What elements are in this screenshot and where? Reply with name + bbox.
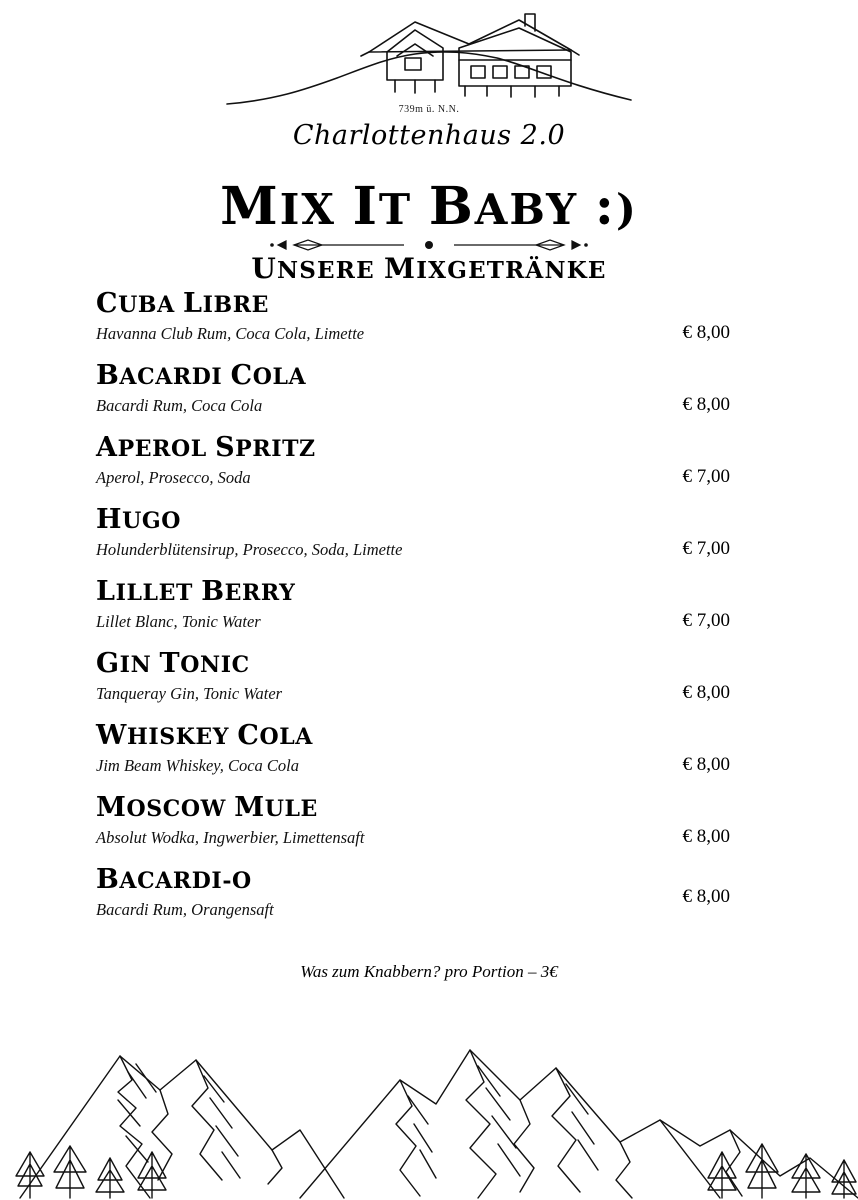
house-name: Charlottenhaus 2.0: [292, 120, 566, 151]
menu-item-name: BACARDI-O: [96, 864, 252, 895]
menu-item-description: Absolut Wodka, Ingwerbier, Limettensaft: [96, 828, 365, 848]
menu-item-name: HUGO: [96, 504, 182, 535]
menu-item-name: MOSCOW MULE: [96, 792, 318, 823]
menu-item: [96, 792, 762, 864]
menu-item-price: € 8,00: [682, 394, 730, 415]
menu-item-price: € 8,00: [682, 826, 730, 847]
menu-item: [96, 576, 762, 648]
menu-item-description: Holunderblütensirup, Prosecco, Soda, Limette: [96, 540, 403, 560]
menu-item-name: CUBA LIBRE: [96, 288, 269, 319]
menu-item-description: Tanqueray Gin, Tonic Water: [96, 684, 283, 704]
menu-item: [96, 648, 762, 720]
mountain-range-icon: [0, 940, 858, 1200]
menu-item-description: Jim Beam Whiskey, Coca Cola: [96, 756, 299, 776]
menu-item: [96, 360, 762, 432]
menu-item-price: € 8,00: [682, 682, 730, 703]
menu-item-description: Lillet Blanc, Tonic Water: [96, 612, 261, 632]
menu-item: [96, 288, 762, 360]
menu-item-name: APEROL SPRITZ: [96, 432, 316, 463]
menu-item-price: € 7,00: [682, 610, 730, 631]
menu-item: [96, 720, 762, 792]
menu-item-name: WHISKEY COLA: [96, 720, 313, 751]
menu-item-description: Bacardi Rum, Coca Cola: [96, 396, 263, 416]
menu-item-price: € 7,00: [682, 538, 730, 559]
menu-item-description: Havanna Club Rum, Coca Cola, Limette: [96, 324, 365, 344]
header-logo-block: [0, 0, 858, 170]
footnote: Was zum Knabbern? pro Portion – 3€: [300, 962, 558, 981]
menu-item-price: € 8,00: [682, 886, 730, 907]
menu-item-name: LILLET BERRY: [96, 576, 296, 607]
page-subtitle: UNSERE MIXGETRÄNKE: [251, 252, 607, 285]
altitude-label: 739m ü. N.N.: [398, 104, 460, 115]
menu-item: [96, 504, 762, 576]
page-title: MIX IT BABY :): [220, 176, 638, 237]
menu-item-name: GIN TONIC: [96, 648, 250, 679]
menu-item-price: € 7,00: [682, 466, 730, 487]
menu-item-description: Aperol, Prosecco, Soda: [96, 468, 251, 488]
menu-item-name: BACARDI COLA: [96, 360, 307, 391]
mountain-hut-icon: [219, 0, 639, 120]
menu-list: [96, 288, 762, 921]
menu-item-price: € 8,00: [682, 754, 730, 775]
menu-item-price: € 8,00: [682, 322, 730, 343]
menu-item: [96, 432, 762, 504]
menu-item-description: Bacardi Rum, Orangensaft: [96, 900, 274, 920]
menu-item: [96, 864, 762, 921]
